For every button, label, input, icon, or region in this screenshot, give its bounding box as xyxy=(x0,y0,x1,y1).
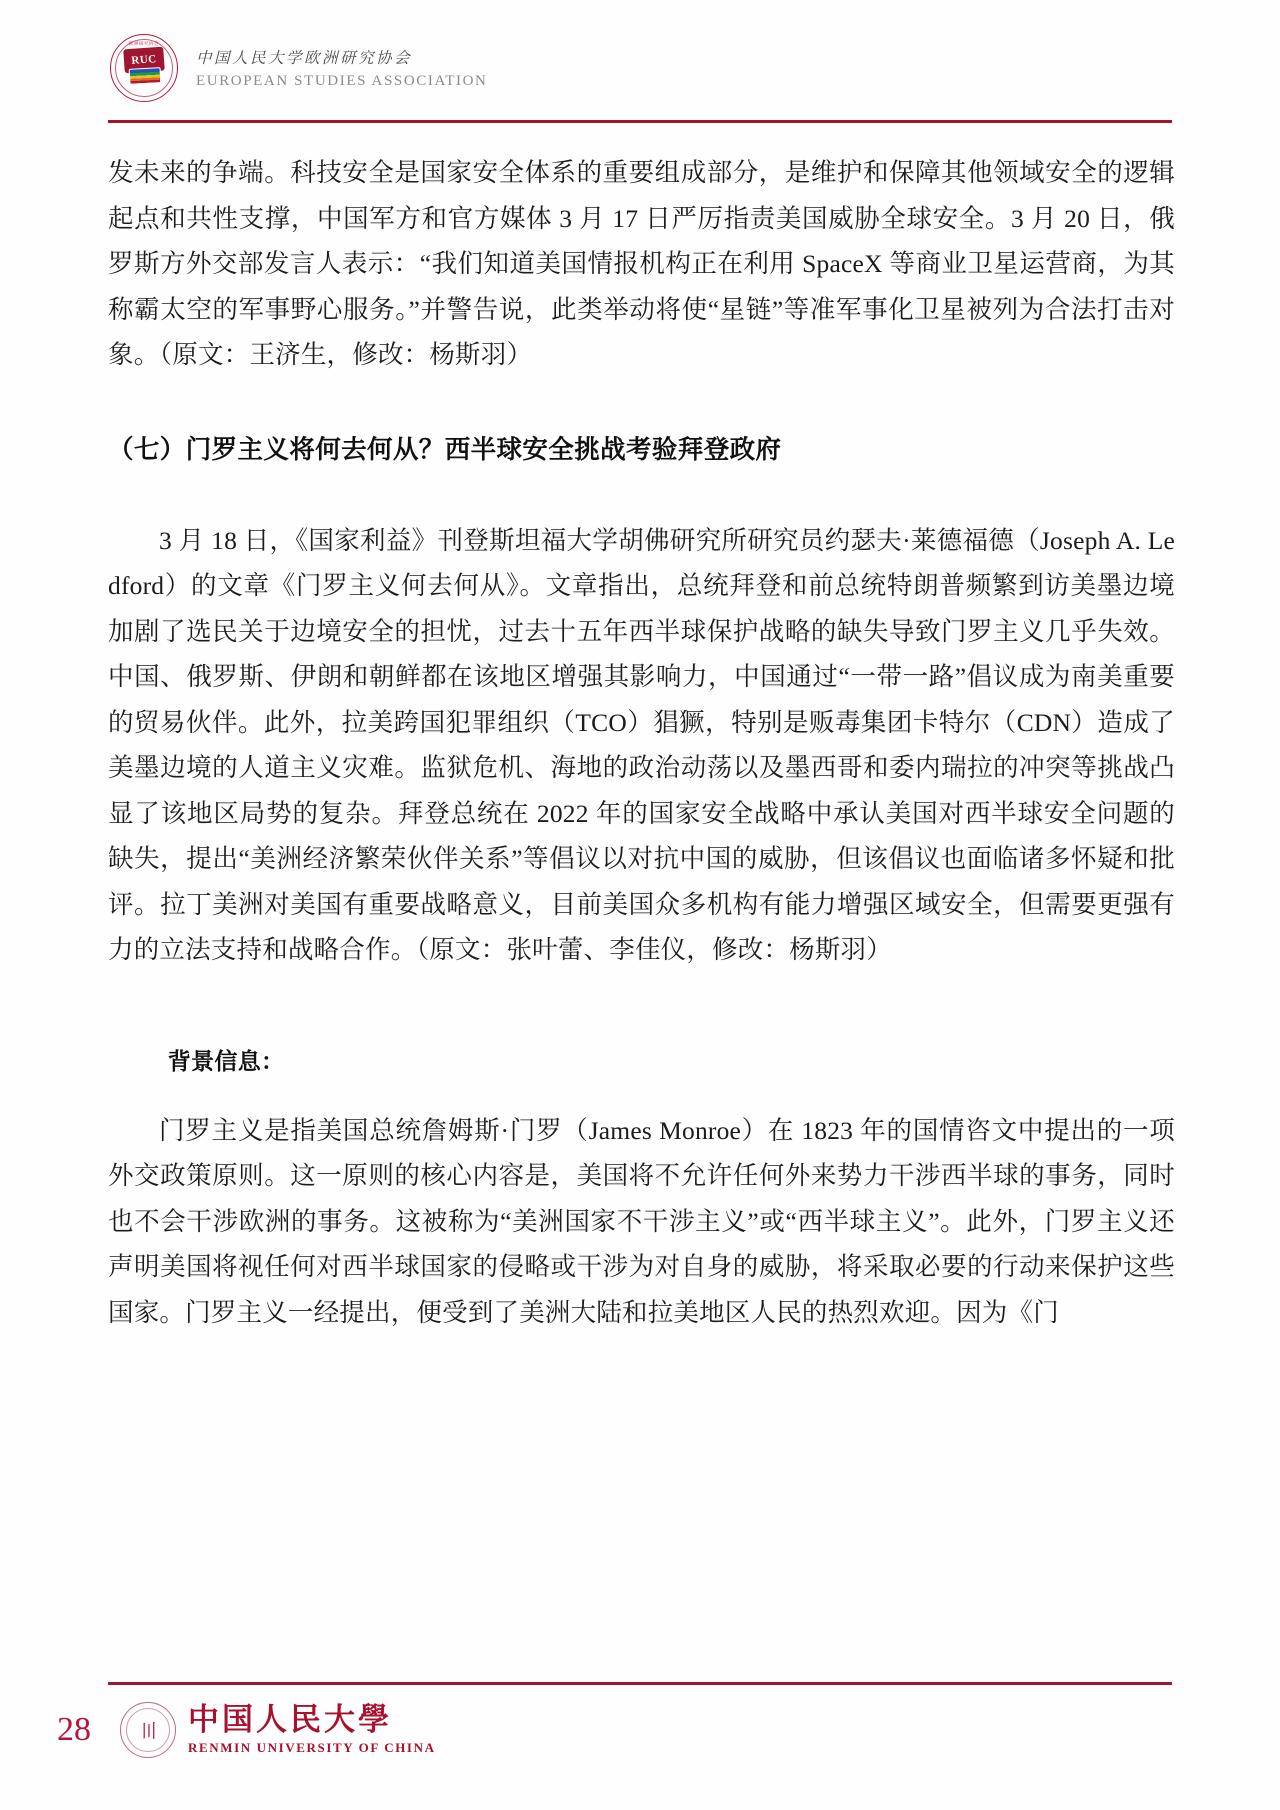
spacer-1 xyxy=(108,378,1175,430)
page-header xyxy=(110,28,1170,108)
association-name-en: EUROPEAN STUDIES ASSOCIATION xyxy=(196,73,488,89)
association-name-cn: 中国人民大学欧洲研究协会 xyxy=(196,50,413,67)
page-footer xyxy=(50,1702,436,1758)
page-content xyxy=(108,150,1175,1335)
paragraph-continued: 发未来的争端。科技安全是国家安全体系的重要组成部分，是维护和保障其他领域安全的逻辑起点和共性支撑，中国军方和官方媒体 3 月 17 日严厉指责美国威胁全球安全。3 月 20 日，俄罗斯方外交部发言人表示：“我们知道美国情报机构正在利用 SpaceX 等商业卫星运营商，为其称霸太空的军事野心服务。”并警告说，此类举动将使“星链”等准军事化卫星被列为合法打击对象。（原文：王济生，修改：杨斯羽） xyxy=(108,158,1175,369)
page-number: 28 xyxy=(57,1711,91,1748)
header-divider xyxy=(108,120,1172,123)
spacer-4 xyxy=(108,1076,1175,1108)
logo-arc-top-text: 欧洲研究协会 xyxy=(129,41,159,46)
section-heading: （七）门罗主义将何去何从？西半球安全挑战考验拜登政府 xyxy=(108,434,782,465)
ruc-seal-icon xyxy=(120,1702,176,1758)
logo-flag-icon xyxy=(129,67,162,85)
spacer-2 xyxy=(108,470,1175,518)
logo-ruc-badge: RUC xyxy=(123,47,165,74)
esa-logo-icon xyxy=(110,34,178,102)
ruc-seal-waves-glyph: 〣 xyxy=(139,1720,157,1743)
section-body-paragraph: 3 月 18 日，《国家利益》刊登斯坦福大学胡佛研究所研究员约瑟夫·莱德福德（Joseph A. Ledford）的文章《门罗主义何去何从》。文章指出，总统拜登和前总统特朗普频繁到访美墨边境加剧了选民关于边境安全的担忧，过去十五年西半球保护战略的缺失导致门罗主义几乎失效。中国、俄罗斯、伊朗和朝鲜都在该地区增强其影响力，中国通过“一带一路”倡议成为南美重要的贸易伙伴。此外，拉美跨国犯罪组织（TCO）猖獗，特别是贩毒集团卡特尔（CDN）造成了美墨边境的人道主义灾难。监狱危机、海地的政治动荡以及墨西哥和委内瑞拉的冲突等挑战凸显了该地区局势的复杂。拜登总统在 2022 年的国家安全战略中承认美国对西半球安全问题的缺失，提出“美洲经济繁荣伙伴关系”等倡议以对抗中国的威胁，但该倡议也面临诸多怀疑和批评。拉丁美洲对美国有重要战略意义，目前美国众多机构有能力增强区域安全，但需要更强有力的立法支持和战略合作。（原文：张叶蕾、李佳仪，修改：杨斯羽） xyxy=(108,525,1175,964)
university-name-cn: 中国人民大學 xyxy=(188,1702,392,1738)
ruc-logo-text xyxy=(188,1704,436,1756)
spacer-3 xyxy=(108,973,1175,1043)
footer-divider xyxy=(108,1682,1172,1685)
ruc-university-logo xyxy=(120,1702,436,1758)
header-titles xyxy=(196,46,488,90)
background-info-paragraph: 门罗主义是指美国总统詹姆斯·门罗（James Monroe）在 1823 年的国情咨文中提出的一项外交政策原则。这一原则的核心内容是，美国将不允许任何外来势力干涉西半球的事务，同时也不会干涉欧洲的事务。这被称为“美洲国家不干涉主义”或“西半球主义”。此外，门罗主义还声明美国将视任何对西半球国家的侵略或干涉为对自身的威胁，将采取必要的行动来保护这些国家。门罗主义一经提出，便受到了美洲大陆和拉美地区人民的热烈欢迎。因为《门 xyxy=(108,1115,1175,1327)
background-info-label: 背景信息： xyxy=(167,1048,285,1075)
university-name-en: RENMIN UNIVERSITY OF CHINA xyxy=(188,1739,436,1755)
